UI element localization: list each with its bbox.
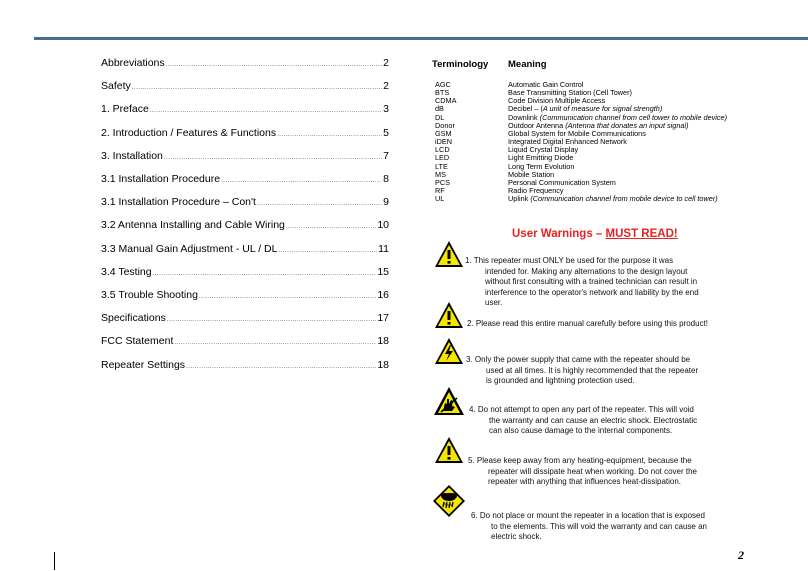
toc-leader-dots — [186, 360, 376, 374]
term-abbreviation: BTS — [435, 88, 450, 98]
toc-entry-title: FCC Statement — [101, 335, 174, 348]
term-abbreviation: LTE — [435, 161, 448, 171]
toc-entry-title: 3. Installation — [101, 149, 163, 162]
warning-item — [466, 355, 698, 387]
warning-text-continued: the warranty and can cause an electric shock. Electrostatic — [489, 415, 698, 425]
toc-leader-dots — [166, 58, 383, 72]
toc-entry[interactable] — [101, 195, 389, 211]
term-meaning-text: Global System for Mobile Communications — [508, 128, 646, 138]
toc-entry-title: Specifications — [101, 312, 166, 325]
warning-text: 6. Do not place or mount the repeater in a location that is exposed — [471, 511, 705, 520]
term-meaning-text: Mobile Station — [508, 169, 555, 179]
warning-item — [465, 256, 699, 309]
header-rule — [34, 37, 808, 40]
toc-entry[interactable] — [101, 288, 389, 304]
term-abbreviation: PCS — [435, 177, 451, 187]
term-meaning-text: Downlink — [508, 112, 540, 122]
toc-entry-title: 3.1 Installation Procedure — [101, 173, 221, 185]
toc-entry-title: 1. Preface — [101, 103, 149, 116]
toc-entry[interactable] — [101, 311, 389, 327]
toc-entry[interactable] — [101, 149, 389, 165]
term-meaning-text: Integrated Digital Enhanced Network — [508, 137, 627, 147]
term-meaning-note: (Communication channel from mobile device to cell tower) — [530, 194, 718, 204]
toc-leader-dots — [257, 197, 382, 211]
warning-text-continued: is grounded and lightning protection used. — [486, 376, 635, 385]
toc-entry-title: Abbreviations — [101, 57, 165, 69]
warning-text-continued: can also cause damage to the internal components. — [489, 426, 673, 435]
page-number: 2 — [738, 548, 744, 562]
toc-entry-page: 18 — [377, 335, 389, 348]
toc-entry[interactable] — [101, 56, 389, 72]
term-abbreviation: iDEN — [435, 137, 453, 147]
toc-leader-dots — [286, 220, 376, 234]
must-read-emphasis: MUST READ! — [605, 228, 678, 240]
toc-entry[interactable] — [101, 358, 389, 374]
term-meaning-text: Long Term Evolution — [508, 161, 575, 171]
warning-text-continued: repeater will dissipate heat when working. Do not cover the — [488, 466, 697, 476]
term-meaning-note: A unit of measure for signal strength) — [542, 104, 663, 114]
toc-leader-dots — [164, 151, 382, 165]
toc-entry-title: 3.5 Trouble Shooting — [101, 289, 198, 301]
weather-diamond-icon — [432, 484, 466, 518]
warning-item — [469, 405, 697, 437]
toc-entry-page: 2 — [383, 57, 389, 69]
exclamation-triangle-icon — [434, 436, 464, 464]
term-meaning-text: Code Division Multiple Access — [508, 96, 606, 106]
toc-leader-dots — [153, 267, 377, 281]
toc-entry[interactable] — [101, 218, 389, 234]
toc-entry-page: 15 — [377, 265, 389, 278]
term-abbreviation: LCD — [435, 145, 450, 155]
toc-leader-dots — [150, 104, 382, 118]
warning-text-continued: without first consulting with a trained technician can result in — [485, 277, 698, 286]
warning-text: 3. Only the power supply that came with the repeater should be — [466, 355, 691, 364]
toc-entry[interactable] — [101, 79, 389, 95]
exclamation-triangle-icon — [434, 301, 464, 329]
warning-text: 5. Please keep away from any heating-equipment, because the — [468, 456, 692, 465]
toc-leader-dots — [221, 174, 382, 188]
toc-leader-dots — [167, 313, 377, 327]
toc-entry-page: 16 — [377, 289, 389, 301]
esd-hand-triangle-icon — [433, 386, 465, 416]
toc-entry[interactable] — [101, 172, 389, 188]
term-meaning — [508, 194, 718, 203]
toc-leader-dots — [132, 81, 382, 95]
term-meaning-text: Decibel – ( — [508, 104, 543, 114]
term-meaning-text: Uplink — [508, 194, 531, 204]
toc-entry[interactable] — [101, 102, 389, 118]
term-abbreviation: UL — [435, 194, 445, 204]
term-abbreviation: GSM — [435, 128, 452, 138]
term-meaning-text: Radio Frequency — [508, 185, 564, 195]
exclamation-triangle-icon — [434, 240, 464, 268]
toc-entry[interactable] — [101, 126, 389, 142]
toc-entry-page: 8 — [383, 173, 389, 185]
term-meaning-text: Automatic Gain Control — [508, 80, 584, 89]
toc-entry-page: 11 — [378, 242, 389, 255]
toc-entry-page: 7 — [383, 149, 389, 162]
toc-leader-dots — [174, 336, 376, 350]
warning-item — [468, 456, 697, 488]
warning-text: 1. This repeater must ONLY be used for the purpose it was — [465, 256, 674, 265]
term-meaning-note: (Communication channel from cell tower to mobile device) — [539, 112, 728, 122]
warning-text-continued: to the elements. This will void the warranty and can cause an — [491, 521, 707, 531]
warning-text-continued: intended for. Making any alternations to the design layout — [485, 266, 688, 276]
term-meaning-text: Personal Communication System — [508, 177, 616, 187]
warning-item — [467, 319, 708, 330]
toc-entry-page: 10 — [377, 219, 389, 232]
term-meaning-text: Base Transmitting Station (Cell Tower) — [508, 88, 632, 98]
toc-entry-title: Repeater Settings — [101, 358, 186, 371]
toc-leader-dots — [278, 244, 377, 258]
toc-entry-title: Safety — [101, 80, 131, 93]
toc-entry-title: 2. Introduction / Features & Functions — [101, 126, 277, 139]
warning-text-continued: repeater with anything that influences heat-dissipation. — [488, 477, 682, 486]
user-warnings-title: User Warnings – MUST READ! — [512, 228, 678, 240]
lightning-triangle-icon — [434, 337, 464, 365]
term-abbreviation: AGC — [435, 80, 451, 89]
toc-entry[interactable] — [101, 242, 389, 258]
toc-leader-dots — [277, 128, 382, 142]
term-meaning-text: Light Emitting Diode — [508, 153, 574, 163]
terminology-row — [435, 194, 785, 203]
toc-entry-page: 9 — [383, 196, 389, 209]
toc-entry-page: 3 — [383, 103, 389, 116]
toc-leader-dots — [199, 290, 376, 304]
warning-text: 4. Do not attempt to open any part of the repeater. This will void — [469, 405, 694, 414]
toc-entry-page: 18 — [377, 358, 389, 371]
toc-entry-page: 5 — [383, 126, 389, 139]
toc-entry[interactable] — [101, 265, 389, 281]
toc-entry-page: 2 — [383, 80, 389, 93]
margin-marker — [54, 552, 55, 570]
terminology-header: Terminology — [432, 59, 489, 70]
toc-entry[interactable] — [101, 334, 389, 350]
warning-text-continued: used at all times. It is highly recommended that the repeater — [486, 365, 699, 375]
meaning-header: Meaning — [508, 59, 547, 70]
warning-text: 2. Please read this entire manual carefully before using this product! — [467, 319, 709, 328]
toc-entry-page: 17 — [377, 312, 389, 325]
toc-entry-title: 3.2 Antenna Installing and Cable Wiring — [101, 219, 285, 232]
term-abbreviation: MS — [435, 169, 446, 179]
toc-entry-title: 3.1 Installation Procedure – Con't — [101, 196, 256, 209]
term-abbreviation: CDMA — [435, 96, 457, 106]
term-meaning-text: Liquid Crystal Display — [508, 145, 579, 155]
term-abbreviation: RF — [435, 185, 445, 195]
term-abbreviation: DL — [435, 112, 445, 122]
warning-text-continued: electric shock. — [491, 532, 542, 541]
term-meaning-text: Outdoor Antenna — [508, 120, 566, 130]
term-abbreviation: Donor — [435, 120, 455, 130]
term-meaning-note: (Antenna that donates an input signal) — [565, 120, 689, 130]
toc-entry-title: 3.4 Testing — [101, 265, 152, 278]
term-abbreviation: LED — [435, 153, 450, 163]
warning-text-continued: interference to the operator's network and liability by the end — [485, 287, 699, 297]
toc-entry-title: 3.3 Manual Gain Adjustment - UL / DL — [101, 242, 278, 255]
warning-text-continued: user. — [485, 298, 503, 307]
term-abbreviation: dB — [435, 104, 444, 114]
warning-item — [471, 511, 707, 543]
